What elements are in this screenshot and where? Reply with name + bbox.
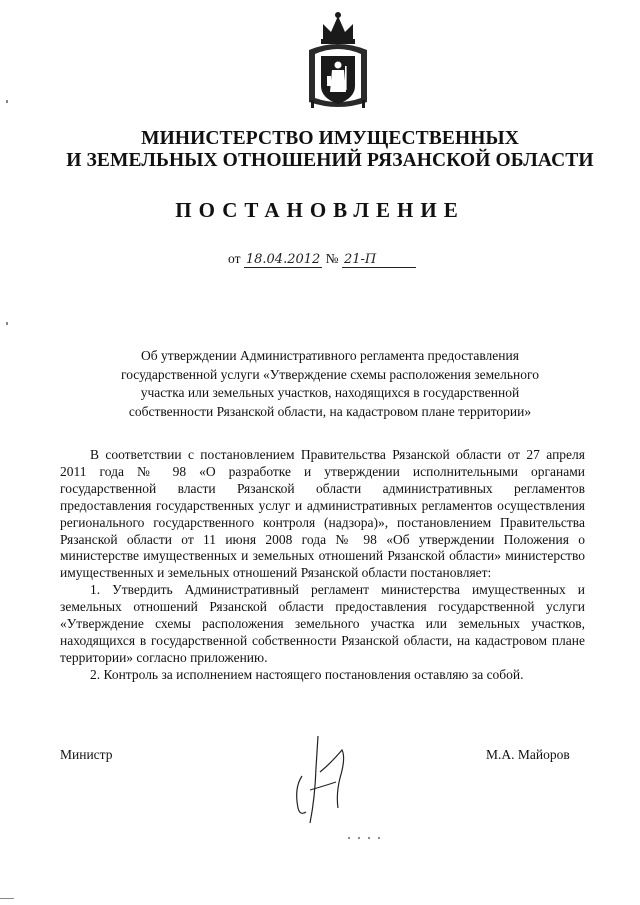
handwritten-number: 21-П — [342, 253, 416, 268]
subject-line: государственной услуги «Утверждение схемы расположения земельного — [121, 366, 539, 382]
ministry-name-line1: МИНИСТЕРСТВО ИМУЩЕСТВЕННЫХ — [141, 128, 519, 149]
signatory-name: М.А. Майоров — [486, 747, 570, 762]
document-type-title: ПОСТАНОВЛЕНИЕ — [175, 198, 465, 222]
handwritten-date: 18.04.2012 — [245, 252, 321, 267]
ryazan-coat-of-arms-icon — [301, 10, 375, 114]
document-subject — [75, 347, 585, 421]
date-number-line — [228, 251, 416, 268]
body-paragraph-item-2: 2. Контроль за исполнением настоящего постановления оставляю за собой. — [90, 666, 524, 682]
signatory-position: Министр — [60, 747, 113, 762]
subject-line: собственности Рязанской области, на кадастровом плане территории» — [128, 403, 532, 419]
scan-edge-mark — [6, 322, 8, 325]
scan-edge-mark — [6, 100, 8, 103]
date-prefix: от — [228, 251, 241, 266]
ministry-name-line2: И ЗЕМЕЛЬНЫХ ОТНОШЕНИЙ РЯЗАНСКОЙ ОБЛАСТИ — [66, 150, 594, 171]
subject-line: участка или земельных участков, находящихся в государственной — [140, 385, 520, 400]
scan-edge-mark — [0, 898, 14, 899]
ministry-name — [40, 128, 620, 172]
handwritten-signature-icon — [280, 728, 360, 828]
document-body — [60, 447, 585, 684]
subject-line: Об утверждении Административного регламента предоставления — [141, 348, 519, 363]
body-paragraph-item-1: 1. Утвердить Административный регламент министерства имущественных и земельных отношений Рязанской области предоставления государственной услуги «Утверждение схемы расположения земельного участка или земельных участков, находящихся в государственной собственности Рязанской области, на кадастровом плане территории» согласно приложению. — [60, 582, 585, 665]
number-label: № — [325, 251, 339, 266]
body-paragraph-preamble: В соответствии с постановлением Правительства Рязанской области от 27 апреля 2011 года № 98 «О разработке и утверждении исполнительными органами государственной власти Рязанской области административных регламентов предоставления государственных услуг и административных регламентов осуществления регионального государственного контроля (надзора)», постановлением Правительства Рязанской области от 11 июня 2008 года № 98 «Об утверждении Положения о министерстве имущественных и земельных отношений Рязанской области» министерство имущественных и земельных отношений Рязанской области постановляет: — [60, 447, 585, 581]
scan-dots-mark — [345, 834, 385, 842]
